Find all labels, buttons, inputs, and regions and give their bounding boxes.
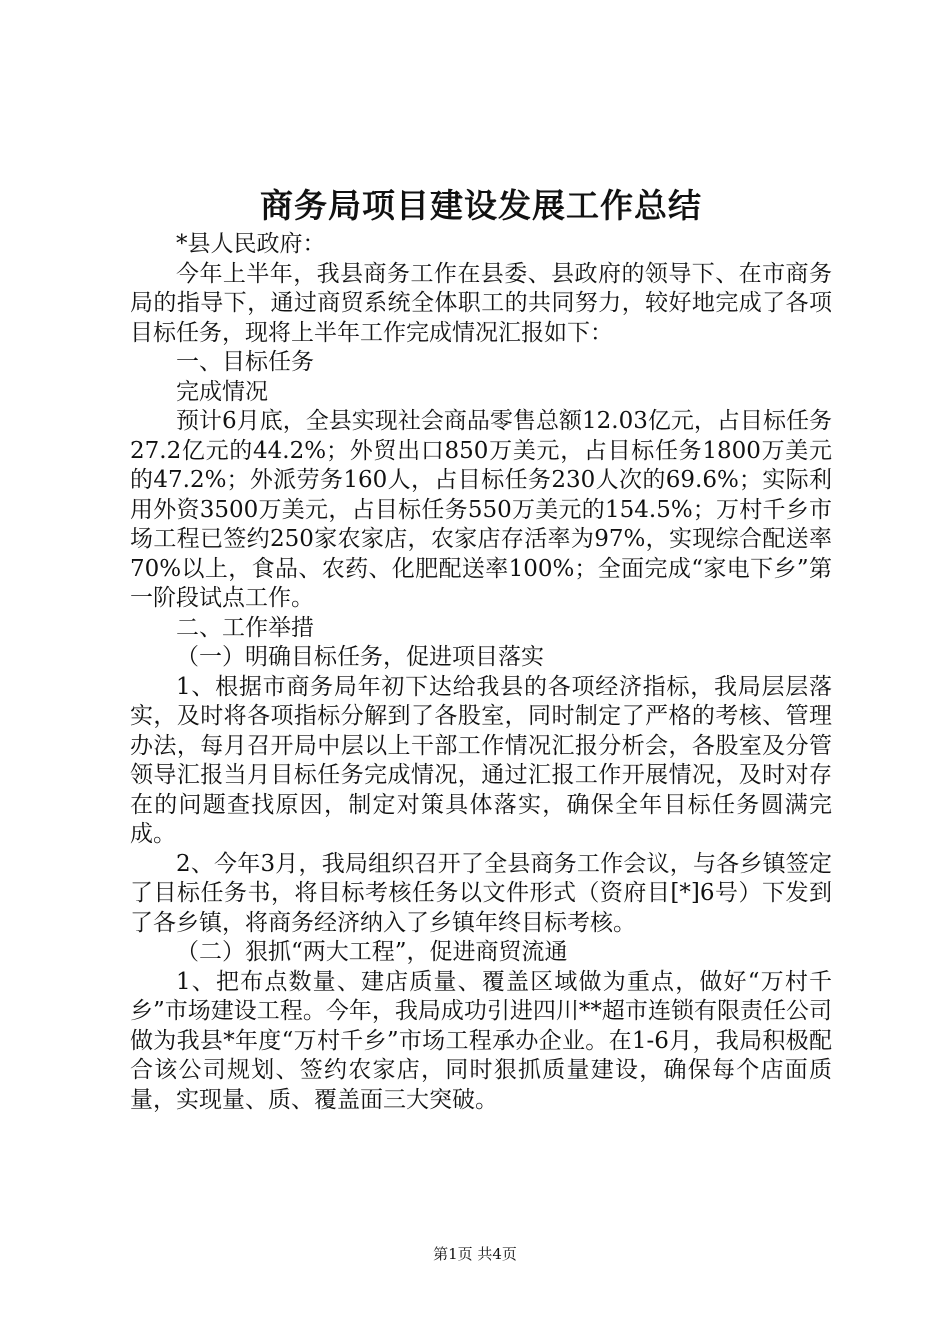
- measure-paragraph-1: 1、根据市商务局年初下达给我县的各项经济指标，我局层层落实，及时将各项指标分解到了各股室，同时制定了严格的考核、管理办法，每月召开局中层以上干部工作情况汇报分析会，各股室及分管领导汇报当月目标任务完成情况，通过汇报工作开展情况，及时对存在的问题查找原因，制定对策具体落实，确保全年目标任务圆满完成。: [130, 673, 832, 847]
- page-footer: 第1页 共4页: [433, 1245, 517, 1263]
- completion-paragraph: 预计6月底，全县实现社会商品零售总额12.03亿元，占目标任务27.2亿元的44.2%；外贸出口850万美元，占目标任务1800万美元的47.2%；外派劳务160人，占目标任务230人次的69.6%；实际利用外资3500万美元，占目标任务550万美元的154.5%；万村千乡市场工程已签约250家农家店，农家店存活率为97%，实现综合配送率70%以上，食品、农药、化肥配送率100%；全面完成“家电下乡”第一阶段试点工作。: [130, 408, 832, 611]
- document-title: 商务局项目建设发展工作总结: [260, 186, 702, 225]
- measure-paragraph-2: 2、今年3月，我局组织召开了全县商务工作会议，与各乡镇签定了目标任务书，将目标考核任务以文件形式（资府目[*]6号）下发到了各乡镇，将商务经济纳入了乡镇年终目标考核。: [130, 850, 832, 936]
- subsection-heading-1: （一）明确目标任务，促进项目落实: [176, 644, 544, 670]
- subsection-heading-completion: 完成情况: [176, 378, 268, 405]
- section-heading-1: 一、目标任务: [176, 349, 314, 375]
- subsection-heading-2: （二）狠抓“两大工程”，促进商贸流通: [176, 939, 568, 965]
- section-heading-2: 二、工作举措: [176, 614, 314, 641]
- measure-paragraph-3: 1、把布点数量、建店质量、覆盖区域做为重点，做好“万村千乡”市场建设工程。今年，我局成功引进四川**超市连锁有限责任公司做为我县*年度“万村千乡”市场工程承办企业。在1-6月，我局积极配合该公司规划、签约农家店，同时狠抓质量建设，确保每个店面质量，实现量、质、覆盖面三大突破。: [130, 968, 832, 1113]
- salutation: *县人民政府：: [176, 231, 326, 257]
- document-page: [130, 186, 832, 1115]
- intro-paragraph: 今年上半年，我县商务工作在县委、县政府的领导下、在市商务局的指导下，通过商贸系统全体职工的共同努力，较好地完成了各项目标任务，现将上半年工作完成情况汇报如下：: [130, 260, 832, 346]
